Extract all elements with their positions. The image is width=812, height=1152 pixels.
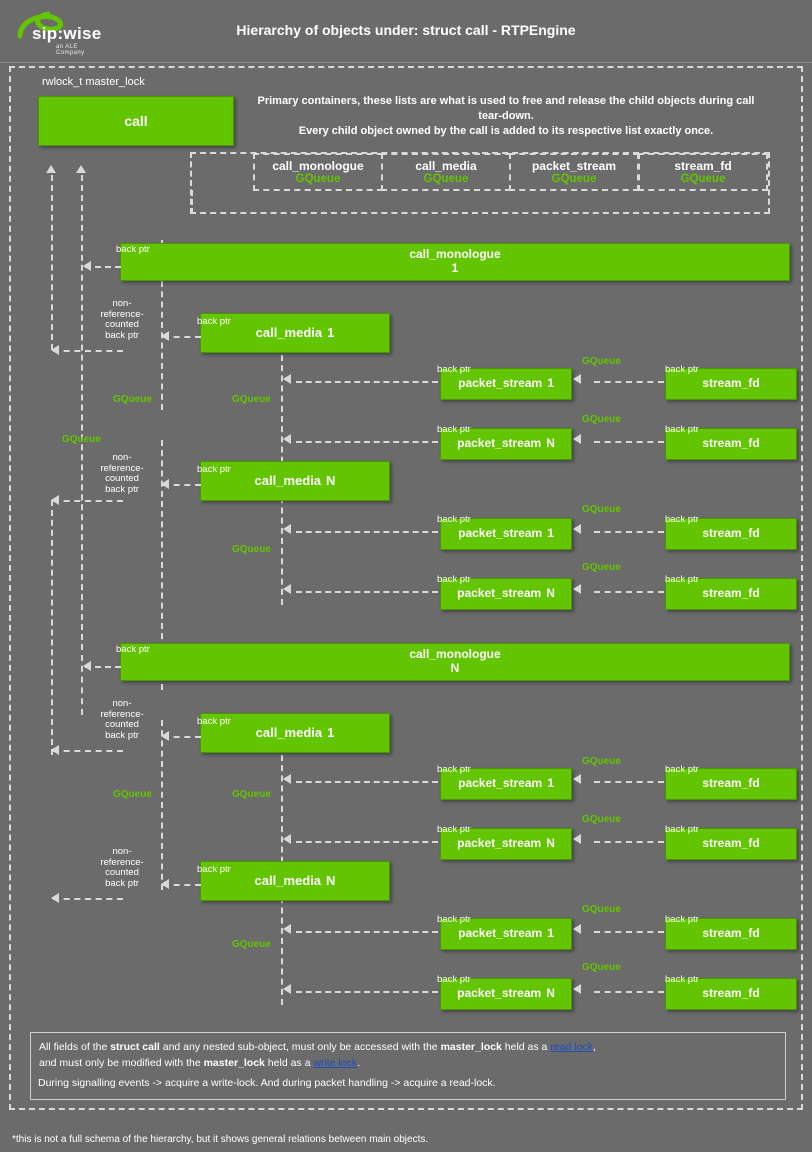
- stream-fd-link: [594, 531, 664, 533]
- packet-stream-link: [296, 991, 438, 993]
- back-ptr-label: back ptr: [116, 244, 150, 255]
- node-index: N: [450, 661, 460, 675]
- gqueue-label: GQueue: [113, 789, 152, 800]
- back-ptr-label: back ptr: [116, 644, 150, 655]
- gqueue-label: GQueue: [582, 962, 621, 973]
- stream-fd-arrow: [573, 374, 581, 384]
- back-ptr-arrow: [161, 879, 169, 889]
- node-call-label: call: [124, 112, 148, 129]
- intro-line-2: Every child object owned by the call is added to its respective list exactly once.: [298, 124, 714, 137]
- feeder-line: [53, 350, 123, 352]
- feeder-arrow: [51, 893, 59, 903]
- packet-stream-link: [296, 381, 438, 383]
- feeder-arrow: [51, 345, 59, 355]
- back-ptr-arrow: [83, 261, 91, 271]
- feeder-line: [53, 500, 123, 502]
- stream-fd-arrow: [573, 434, 581, 444]
- gqueue-label: GQueue: [232, 789, 271, 800]
- node-name: packet_stream: [458, 776, 543, 791]
- primary-container-name: call_media: [415, 159, 477, 173]
- packet-stream-link: [296, 931, 438, 933]
- primary-container-type: GQueue: [680, 173, 726, 185]
- back-ptr-label: back ptr: [197, 316, 231, 327]
- non-ref-counted-back-ptr-label: non- reference- counted back ptr: [100, 698, 144, 741]
- stream-fd-arrow: [573, 834, 581, 844]
- primary-container-type: GQueue: [423, 173, 469, 185]
- node-name: stream_fd: [702, 986, 760, 1001]
- stream-fd-arrow: [573, 924, 581, 934]
- feeder-line: [53, 750, 123, 752]
- back-ptr-label: back ptr: [197, 864, 231, 875]
- stream-fd-link: [594, 781, 664, 783]
- back-ptr-label: back ptr: [665, 824, 699, 835]
- note-text: and any nested sub-object, must only be accessed with the: [159, 1041, 441, 1053]
- node-name: call_media: [255, 724, 323, 740]
- rail-media-3: [161, 720, 163, 890]
- node-name: stream_fd: [702, 376, 760, 391]
- master-lock-label: rwlock_t master_lock: [38, 76, 149, 88]
- node-name: packet_stream: [458, 526, 543, 541]
- gqueue-label: GQueue: [582, 904, 621, 915]
- node-index: 1: [547, 376, 554, 391]
- primary-container-call-media[interactable]: [381, 153, 511, 191]
- non-ref-counted-back-ptr-label: non- reference- counted back ptr: [100, 298, 144, 341]
- node-name: stream_fd: [702, 836, 760, 851]
- gqueue-label: GQueue: [582, 756, 621, 767]
- primary-container-packet-stream[interactable]: [509, 153, 639, 191]
- stream-fd-arrow: [573, 984, 581, 994]
- back-ptr-label: back ptr: [437, 974, 471, 985]
- footnote: *this is not a full schema of the hierarchy, but it shows general relations between main objects.: [12, 1134, 429, 1145]
- primary-container-type: GQueue: [551, 173, 597, 185]
- stream-fd-link: [594, 841, 664, 843]
- primary-container-stream-fd[interactable]: [638, 153, 768, 191]
- node-index: 1: [451, 261, 459, 275]
- gqueue-label: GQueue: [232, 544, 271, 555]
- node-index: N: [546, 836, 555, 851]
- logo-wordmark: sip:wise: [32, 24, 102, 43]
- gqueue-label: GQueue: [62, 434, 101, 445]
- feeder-line: [53, 898, 123, 900]
- node-index: N: [326, 472, 336, 488]
- back-ptr-label: back ptr: [437, 824, 471, 835]
- node-index: 1: [547, 526, 554, 541]
- node-name: call_media: [254, 472, 322, 488]
- back-ptr-label: back ptr: [665, 364, 699, 375]
- node-name: call_media: [255, 324, 323, 340]
- packet-stream-link: [296, 781, 438, 783]
- packet-stream-link: [296, 531, 438, 533]
- locking-note-box: [30, 1032, 786, 1100]
- note-text: ,: [592, 1041, 596, 1053]
- note-text: .: [357, 1057, 361, 1070]
- feeder-arrow: [51, 495, 59, 505]
- node-index: N: [546, 436, 555, 451]
- intro-line-1: Primary containers, these lists are what is used to free and release the child objects during call tear-down.: [257, 95, 755, 122]
- node-index: 1: [327, 324, 335, 340]
- node-index: N: [546, 986, 555, 1001]
- stream-fd-link: [594, 931, 664, 933]
- trunk-line-left-outer-2: [51, 500, 53, 755]
- note-text: All fields of the: [39, 1041, 111, 1053]
- node-call-monologue-N[interactable]: [120, 643, 790, 681]
- back-ptr-arrow: [161, 479, 169, 489]
- packet-stream-arrow: [283, 984, 291, 994]
- back-ptr-label: back ptr: [437, 574, 471, 585]
- stream-fd-arrow: [573, 524, 581, 534]
- node-name: stream_fd: [702, 586, 760, 601]
- logo-subtitle: an ALE Company: [56, 44, 85, 56]
- node-name: stream_fd: [702, 436, 760, 451]
- packet-stream-link: [296, 441, 438, 443]
- stream-fd-link: [594, 381, 664, 383]
- rail-monologue-top: [191, 190, 193, 214]
- packet-stream-arrow: [283, 774, 291, 784]
- node-name: call_monologue: [409, 647, 501, 662]
- primary-container-name: packet_stream: [531, 159, 617, 173]
- note-struct-call: struct call: [110, 1041, 160, 1053]
- back-ptr-label: back ptr: [665, 514, 699, 525]
- primary-container-name: stream_fd: [674, 159, 732, 173]
- node-name: call_monologue: [409, 247, 501, 262]
- gqueue-label: GQueue: [582, 414, 621, 425]
- trunk-arrow-up-inner: [76, 165, 86, 173]
- node-name: stream_fd: [702, 776, 760, 791]
- packet-stream-link: [296, 591, 438, 593]
- back-ptr-arrow: [161, 731, 169, 741]
- node-name: packet_stream: [457, 836, 542, 851]
- back-ptr-label: back ptr: [437, 424, 471, 435]
- stream-fd-link: [594, 991, 664, 993]
- primary-container-name: call_monologue: [272, 159, 364, 173]
- note-text: held as a: [501, 1041, 551, 1053]
- stream-fd-link: [594, 591, 664, 593]
- stream-fd-arrow: [573, 774, 581, 784]
- note-master-lock: master_lock: [203, 1057, 265, 1070]
- back-ptr-label: back ptr: [437, 764, 471, 775]
- trunk-arrow-up-outer: [46, 165, 56, 173]
- back-ptr-label: back ptr: [665, 424, 699, 435]
- back-ptr-arrow: [83, 661, 91, 671]
- gqueue-label: GQueue: [582, 356, 621, 367]
- back-ptr-label: back ptr: [197, 716, 231, 727]
- note-text: held as a: [264, 1057, 314, 1070]
- primary-container-type: GQueue: [295, 173, 341, 185]
- packet-stream-arrow: [283, 584, 291, 594]
- non-ref-counted-back-ptr-label: non- reference- counted back ptr: [100, 452, 144, 495]
- node-index: 1: [327, 724, 335, 740]
- read-lock-link[interactable]: read lock: [550, 1041, 593, 1053]
- gqueue-label: GQueue: [232, 939, 271, 950]
- note-text: and must only be modified with the: [39, 1057, 204, 1070]
- packet-stream-arrow: [283, 834, 291, 844]
- packet-stream-link: [296, 841, 438, 843]
- back-ptr-label: back ptr: [437, 364, 471, 375]
- node-call-monologue-1[interactable]: [120, 243, 790, 281]
- node-name: packet_stream: [457, 436, 542, 451]
- primary-container-call-monologue[interactable]: [253, 153, 383, 191]
- write-lock-link[interactable]: write lock: [313, 1057, 358, 1070]
- node-index: N: [326, 872, 336, 888]
- gqueue-label: GQueue: [582, 562, 621, 573]
- stream-fd-arrow: [573, 584, 581, 594]
- back-ptr-label: back ptr: [665, 914, 699, 925]
- note-line-2: [39, 1055, 777, 1071]
- node-name: packet_stream: [458, 926, 543, 941]
- trunk-line-left-outer: [51, 175, 53, 350]
- back-ptr-label: back ptr: [437, 514, 471, 525]
- gqueue-label: GQueue: [582, 504, 621, 515]
- note-master-lock: master_lock: [440, 1041, 502, 1053]
- back-ptr-label: back ptr: [197, 464, 231, 475]
- page-header: [0, 0, 812, 63]
- back-ptr-label: back ptr: [437, 914, 471, 925]
- stream-fd-link: [594, 441, 664, 443]
- node-name: packet_stream: [457, 586, 542, 601]
- node-index: 1: [547, 776, 554, 791]
- gqueue-label: GQueue: [582, 814, 621, 825]
- gqueue-label: GQueue: [232, 394, 271, 405]
- node-name: packet_stream: [457, 986, 542, 1001]
- back-ptr-label: back ptr: [665, 574, 699, 585]
- packet-stream-arrow: [283, 524, 291, 534]
- note-line-3: During signalling events -> acquire a write-lock. And during packet handling -> acquire a read-lock.: [38, 1077, 496, 1089]
- packet-stream-arrow: [283, 924, 291, 934]
- page-title: Hierarchy of objects under: struct call - RTPEngine: [236, 22, 576, 38]
- intro-text: [256, 94, 756, 139]
- node-name: call_media: [254, 872, 322, 888]
- node-name: stream_fd: [702, 526, 760, 541]
- node-name: stream_fd: [702, 926, 760, 941]
- node-name: packet_stream: [458, 376, 543, 391]
- back-ptr-arrow: [161, 331, 169, 341]
- feeder-arrow: [51, 745, 59, 755]
- packet-stream-arrow: [283, 374, 291, 384]
- note-line-1: [39, 1039, 777, 1055]
- packet-stream-arrow: [283, 434, 291, 444]
- node-call[interactable]: [38, 96, 234, 146]
- gqueue-label: GQueue: [113, 394, 152, 405]
- back-ptr-label: back ptr: [665, 764, 699, 775]
- node-index: N: [546, 586, 555, 601]
- trunk-line-left-inner: [81, 175, 83, 650]
- node-index: 1: [547, 926, 554, 941]
- non-ref-counted-back-ptr-label: non- reference- counted back ptr: [100, 846, 144, 889]
- back-ptr-label: back ptr: [665, 974, 699, 985]
